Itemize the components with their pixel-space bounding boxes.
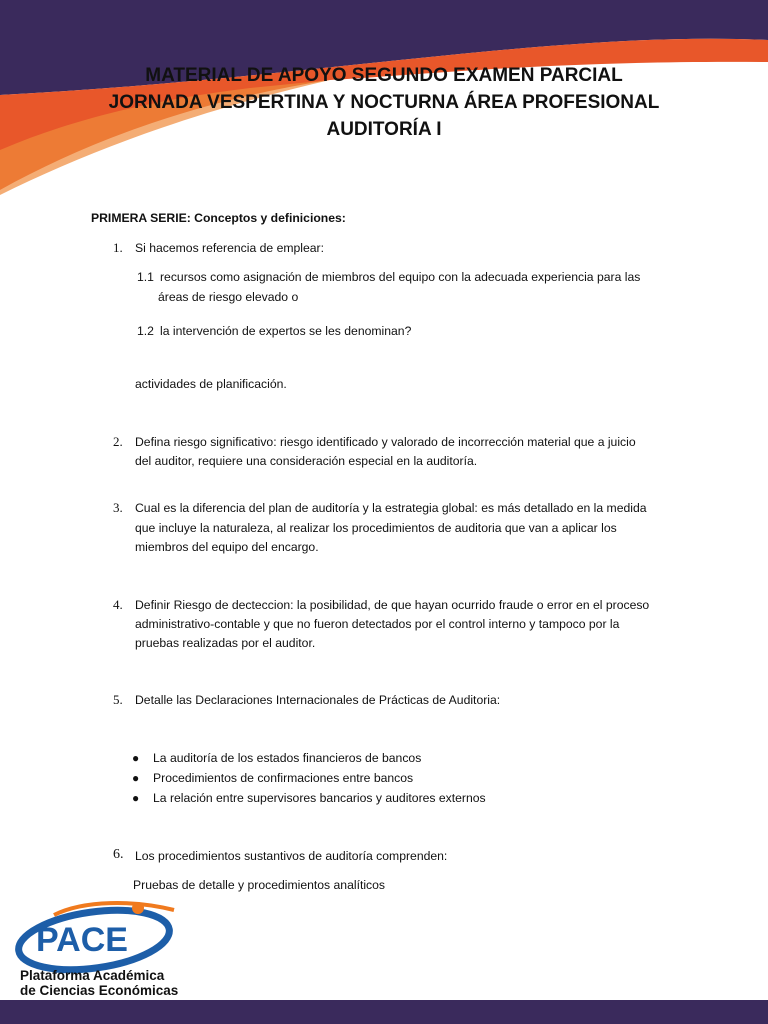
subitem-number: 1.1 bbox=[137, 270, 154, 284]
logo-caption bbox=[20, 968, 178, 998]
question-5: Detalle las Declaraciones Internacionales de Prácticas de Auditoria: bbox=[135, 693, 501, 707]
question-2-line-1: Defina riesgo significativo: riesgo identificado y valorado de incorrección material que a juicio bbox=[135, 435, 636, 449]
question-2-line-2: del auditor, requiere una consideración especial en la auditoría. bbox=[135, 454, 478, 468]
question-4-line-3: pruebas realizadas por el auditor. bbox=[135, 636, 316, 650]
question-1: Si hacemos referencia de emplear: bbox=[135, 241, 325, 255]
subitem-number: 1.2 bbox=[137, 324, 154, 338]
list-item: La relación entre supervisores bancarios y auditores externos bbox=[153, 791, 486, 805]
answer-1: actividades de planificación. bbox=[135, 377, 287, 391]
logo-mark: PACE bbox=[36, 921, 128, 959]
bullet-icon: ● bbox=[132, 791, 140, 805]
question-6: Los procedimientos sustantivos de auditoría comprenden: bbox=[135, 849, 448, 863]
item-number: 4. bbox=[113, 597, 123, 612]
item-number: 1. bbox=[113, 240, 123, 255]
answer-6: Pruebas de detalle y procedimientos analíticos bbox=[133, 878, 386, 892]
item-number: 5. bbox=[113, 692, 123, 707]
footer-band bbox=[0, 1000, 768, 1024]
bullet-icon: ● bbox=[132, 771, 140, 785]
logo-line-1: Plataforma Académica bbox=[20, 968, 165, 983]
question-3-line-3: miembros del equipo del encargo. bbox=[135, 540, 319, 554]
list-item: Procedimientos de confirmaciones entre bancos bbox=[153, 771, 414, 785]
bullet-icon: ● bbox=[132, 751, 140, 765]
title-line-3: AUDITORÍA I bbox=[326, 119, 442, 140]
item-number: 3. bbox=[113, 500, 123, 515]
question-4-line-1: Definir Riesgo de decteccion: la posibilidad, de que hayan ocurrido fraude o error en el proceso bbox=[135, 598, 650, 612]
section-title: PRIMERA SERIE: Conceptos y definiciones: bbox=[91, 211, 346, 225]
question-3-line-1: Cual es la diferencia del plan de auditoría y la estrategia global: es más detallado en la medida bbox=[135, 501, 647, 515]
subitem-1-2: la intervención de expertos se les denominan? bbox=[160, 324, 412, 338]
title-line-1: MATERIAL DE APOYO SEGUNDO EXAMEN PARCIAL bbox=[145, 65, 623, 86]
item-number: 2. bbox=[113, 434, 123, 449]
question-4-line-2: administrativo-contable y que no fueron detectados por el control interno y tampoco por la bbox=[135, 617, 620, 631]
logo-line-2: de Ciencias Económicas bbox=[20, 983, 179, 998]
title-line-2: JORNADA VESPERTINA Y NOCTURNA ÁREA PROFESIONAL bbox=[108, 92, 660, 113]
subitem-1-1-line-1: recursos como asignación de miembros del equipo con la adecuada experiencia para las bbox=[160, 270, 641, 284]
question-3-line-2: que incluye la naturaleza, al realizar los procedimientos de auditoria que van a aplicar los bbox=[135, 521, 617, 535]
list-item: La auditoría de los estados financieros de bancos bbox=[153, 751, 422, 765]
item-number: 6. bbox=[113, 847, 124, 862]
subitem-1-1-line-2: áreas de riesgo elevado o bbox=[158, 290, 299, 304]
